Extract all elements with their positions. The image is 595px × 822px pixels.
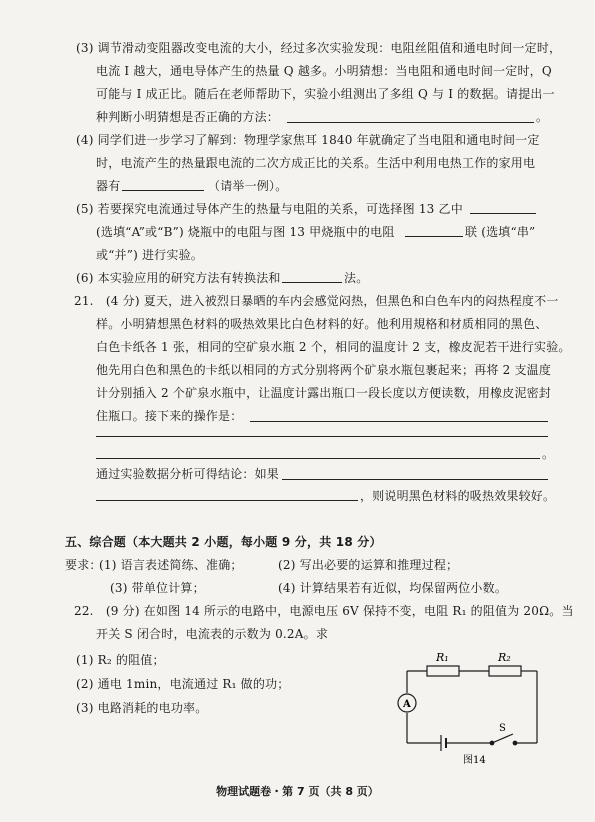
requirement-3: (3) 带单位计算； — [110, 581, 205, 595]
q20-part6-a: (6) 本实验应用的研究方法有转换法和 — [76, 271, 281, 285]
answer-line-conclusion-1[interactable] — [282, 479, 548, 480]
switch-label: S — [499, 723, 506, 734]
q21-line4: 他先用白色和黑色的卡纸以相同的方式分别将两个矿泉水瓶包裹起来；再将 2 支温度 — [96, 363, 552, 377]
q21-line3: 白色卡纸各 1 张，相同的空矿泉水瓶 2 个，相同的温度计 2 支，橡皮泥若干进行实验。 — [96, 340, 571, 354]
resistor-r1 — [427, 666, 459, 676]
q21-line1: 21. (4 分) 夏天，进入被烈日暴晒的车内会感觉闷热，但黑色和白色车内的闷热程度不一 — [74, 294, 559, 308]
page-footer: 物理试题卷・第 7 页（共 8 页） — [216, 785, 379, 798]
q20-part3-line3: 可能与 I 成正比。随后在老师帮助下，实验小组测出了多组 Q 与 I 的数据。请提出一 — [96, 87, 555, 101]
q20-part5-line2-b: 联 (选填“串” — [465, 225, 536, 239]
answer-blank-method[interactable] — [287, 122, 534, 123]
answer-line-2[interactable] — [96, 436, 548, 437]
q22-sub2: (2) 通电 1min，电流通过 R₁ 做的功； — [76, 677, 290, 691]
answer-blank-connection[interactable] — [405, 236, 463, 237]
q20-part3-line2: 电流 I 越大，通电导体产生的热量 Q 越多。小明猜想：当电阻和通电时间一定时，Q — [96, 64, 552, 78]
q21-line2: 样。小明猜想黑色材料的吸热效果比白色材料的好。他利用規格和材质相同的黑色、 — [96, 317, 548, 331]
answer-blank-flask[interactable] — [470, 213, 536, 214]
requirement-2: (2) 写出必要的运算和推理过程； — [278, 558, 459, 572]
q22-sub3: (3) 电路消耗的电功率。 — [76, 701, 208, 715]
r1-label: R₁ — [436, 651, 449, 664]
circuit-diagram-figure14 — [395, 645, 545, 765]
q22-sub1: (1) R₂ 的阻值； — [76, 653, 165, 667]
r2-label: R₂ — [498, 651, 511, 664]
answer-line-conclusion-2[interactable] — [96, 500, 358, 501]
resistor-r2 — [489, 666, 521, 676]
q21-conclusion-b: ，则说明黑色材料的吸热效果较好。 — [360, 489, 556, 503]
q20-part3-line4: 种判断小明猜想是否正确的方法： — [96, 110, 280, 124]
q20-part4-line2: 时，电流产生的热量跟电流的二次方成正比的关系。生活中利用电热工作的家用电 — [96, 156, 536, 170]
q20-part4-line1: (4) 同学们进一步学习了解到：物理学家焦耳 1840 年就确定了当电阻和通电时间一定 — [76, 133, 540, 147]
q20-part4-line3-a: 器有 — [96, 179, 121, 193]
q20-part4-line3-b: （请举一例）。 — [208, 179, 288, 193]
q21-line6: 住瓶口。接下来的操作是： — [96, 409, 243, 423]
q20-part5-line2-a: (选填“A”或“B”) 烧瓶中的电阻与图 13 甲烧瓶中的电阻 — [96, 225, 395, 239]
requirement-4: (4) 计算结果若有近似，均保留两位小数。 — [278, 581, 508, 595]
q21-line5: 计分别插入 2 个矿泉水瓶中，让温度计露出瓶口一段长度以方便读数，用橡皮泥密封 — [96, 386, 552, 400]
q20-part5-line3: 或“并”) 进行实验。 — [96, 248, 203, 262]
ammeter-label: A — [403, 699, 411, 710]
requirements-label: 要求： — [65, 558, 102, 572]
section-5-title: 五、综合题（本大题共 2 小题，每小题 9 分，共 18 分） — [65, 535, 382, 549]
q21-conclusion-a: 通过实验数据分析可得结论：如果 — [96, 467, 280, 481]
q22-line2: 开关 S 闭合时，电流表的示数为 0.2A。求 — [96, 627, 329, 641]
answer-line-1[interactable] — [250, 421, 548, 422]
q20-part6-b: 法。 — [344, 271, 369, 285]
q20-part3-line1: (3) 调节滑动变阻器改变电流的大小，经过多次实验发现：电阻丝阻值和通电时间一定时， — [76, 41, 562, 55]
period: 。 — [542, 447, 555, 461]
answer-blank-appliance[interactable] — [122, 190, 204, 191]
requirement-1: (1) 语言表述简练、准确； — [99, 558, 243, 572]
figure14-caption: 图14 — [463, 755, 486, 765]
q20-part5-line1: (5) 若要探究电流通过导体产生的热量与电阻的关系，可选择图 13 乙中 — [76, 202, 463, 216]
switch-s — [492, 734, 513, 743]
answer-line-3[interactable] — [96, 458, 540, 459]
answer-blank-method-name[interactable] — [282, 282, 342, 283]
q22-line1: 22. (9 分) 在如图 14 所示的电路中，电源电压 6V 保持不变，电阻 R₁ 的阻值为 20Ω。当 — [74, 604, 574, 618]
period: 。 — [536, 110, 549, 124]
